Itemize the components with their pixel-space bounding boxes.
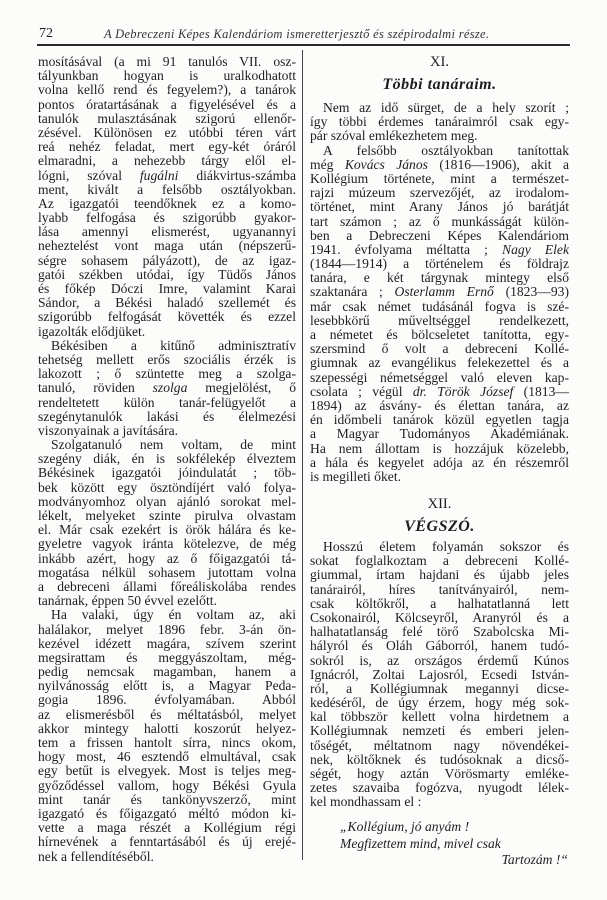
text-line: kal többször kellett volna hirdetnem a — [310, 709, 569, 725]
text-line: Békésiben a kitűnő adminisztratív — [51, 337, 296, 353]
text-line: Sándor, a Békési haladó szellemét és — [38, 295, 296, 311]
text-line: a debreceni állami főreáliskolába rendes — [38, 578, 296, 594]
text-line: vette a maga részét a Kollégium régi — [38, 820, 296, 836]
text-line: egy betűt is elvegyek. Most is teljes meg- — [38, 763, 296, 779]
closing-quote — [340, 819, 568, 869]
text-line: mosításával (a mi 91 tanulós VII. osz- — [38, 54, 296, 69]
text-line: mint tanár és tankönyvszerző, mint — [38, 791, 296, 807]
page-number: 72 — [39, 26, 53, 41]
text-segment: (1823—93) — [493, 284, 569, 300]
section-xii-number: XII. — [427, 496, 452, 512]
text-line: az elismerésből és méltatásból, melyet — [38, 706, 296, 722]
text-line: reá nehéz feladat, mert egy-két óráról — [38, 139, 296, 155]
text-line: Nem az idő sürget, de a hely szorít ; — [323, 100, 569, 115]
column-divider — [302, 50, 303, 860]
text-segment: lógni, szóval — [38, 167, 140, 183]
text-line: ségre sohasem pályázott), de az igaz- — [38, 252, 296, 268]
paragraph — [38, 55, 296, 339]
italic-name: fugálni — [139, 167, 179, 183]
text-line: kedéséről, de úgy érzem, hogy még sok- — [310, 695, 569, 711]
section-xii-body — [310, 540, 569, 810]
text-line: volna kellő rend és fegyelem?), a tanárok — [38, 82, 296, 98]
text-line: igazgató és főigazgató méltó módon ki- — [38, 805, 296, 821]
text-segment: 1941. évfolyama méltatta ; — [310, 241, 503, 257]
italic-name: Kovács János — [344, 156, 428, 172]
text-line: sokról is, az országos érdemű Kúnos — [310, 652, 569, 668]
text-line — [310, 385, 569, 399]
text-line: a németet és bölcseletet tanította, egy- — [310, 327, 569, 342]
text-line: sokat foglalkoztam a debreceni Kollé- — [310, 553, 569, 569]
text-line: a Magyar Tudományos Akadémiának. — [310, 426, 569, 442]
text-line: ment, kivált a felsőbb osztályokban. — [38, 181, 296, 197]
text-segment: megjelölést, ő — [187, 380, 296, 396]
text-line: tőségét, méltatnom nagy növendékei- — [310, 737, 569, 753]
text-line: halhatatlanság felé törő Szabolcska Mi- — [310, 624, 569, 640]
text-line: giummal, írtam hajdani és újabb jeles — [310, 567, 569, 583]
text-line: inkább azért, hogy az ő főigazgatói tá- — [38, 550, 296, 566]
text-line: már csak német tudásánál fogva is szé- — [310, 298, 569, 314]
text-segment: (1816—1906), akit a — [427, 156, 569, 172]
paragraph — [310, 540, 569, 810]
text-line: zetes szavaiba fogózva, nyugodt lélek- — [310, 780, 569, 796]
section-xi-title: Többi tanáraim. — [382, 76, 497, 93]
text-line — [38, 381, 296, 395]
text-line: pontos óratartásának a figyelésével és a — [38, 96, 296, 112]
quote-line: Megfizettem mind, mivel csak — [340, 835, 501, 851]
text-line: Békésinek igazgatói jóindulatát ; töb- — [38, 465, 296, 481]
paragraph — [38, 438, 296, 608]
text-line: szegény diák, én is sokfélekép élveztem — [38, 451, 296, 467]
text-line: rendeltetett külön tanár-felügyelőt a — [38, 394, 296, 410]
text-line: kel mondhassam el : — [310, 794, 422, 810]
text-line: nek a fellendítéséből. — [38, 848, 154, 864]
text-line: nek, költőknek és tudósoknak a dicső- — [310, 751, 569, 767]
text-line: A felsőbb osztályokban tanítottak — [323, 142, 569, 158]
text-segment: diákvirtus-számba — [178, 167, 296, 183]
text-line: elmaradni, a nehezebb tárgy elől el- — [38, 153, 296, 169]
text-line: is megilleti őket. — [310, 468, 401, 484]
italic-name: Osterlamm Ernő — [394, 284, 494, 300]
text-line: tanára, e két tárgynak mintegy első — [310, 270, 569, 286]
text-line: tem a frissen hantolt sírra, nincs okom, — [38, 735, 296, 750]
text-line: csak költőkről, a halhatatlanná lett — [310, 595, 569, 611]
text-line: 1894) az ásvány- és élettan tanára, az — [310, 397, 569, 413]
text-line: lesebbkörű műveltséggel rendelkezett, — [310, 312, 569, 328]
text-line: Kollégium története, mint a természet- — [310, 170, 569, 186]
text-line: történet, mint Arany János jó barátját — [310, 199, 569, 215]
text-line: igazolták elődjüket. — [38, 323, 146, 339]
section-xii-title: VÉGSZÓ. — [404, 518, 475, 535]
text-segment: tanuló, röviden — [38, 380, 153, 396]
text-line: Hosszú életem folyamán sokszor és — [323, 539, 569, 554]
text-line: megsirattam és meggyászoltam, még- — [38, 649, 296, 665]
section-xi-number: XI. — [430, 54, 449, 70]
paragraph — [310, 144, 569, 485]
text-line: gogia 1896. évfolyamában. Abból — [38, 692, 296, 708]
text-line: szepességi németséggel való eleven kap- — [310, 369, 569, 385]
text-line: lakozott ; ő szüntette meg a szolga- — [38, 366, 296, 382]
text-line: akkor mintegy halotti koszorút helyez- — [38, 720, 296, 736]
text-line: Az igazgatói teendőknek ez a komo- — [38, 195, 296, 211]
text-line: Ha nem állottam is hozzájuk közelebb, — [310, 440, 569, 456]
text-segment: csolata ; végül — [310, 383, 413, 399]
text-line: halálakor, melyet 1896 febr. 3-án ön- — [38, 621, 296, 637]
text-line: szegénytanulók lakási és élelmezési — [38, 408, 296, 424]
text-line: bek között egy ösztöndíjért való folya- — [38, 479, 296, 495]
text-line: gyeletre vagyok iránta kötelezve, de még — [38, 536, 296, 552]
text-line — [310, 158, 569, 172]
text-line: hogy most, 46 esztendő elmultával, csak — [38, 749, 296, 765]
text-line — [310, 243, 569, 257]
text-line: hírnevének a fenntartásából és új erejé- — [38, 834, 296, 850]
text-line: (1844—1914) a történelem és földrajz — [310, 256, 569, 272]
text-line: neheztelést vont maga után (népszerű- — [38, 238, 296, 254]
text-line: tanárnak, éppen 50 évvel ezelőtt. — [38, 593, 217, 609]
running-title: A Debreczeni Képes Kalendáriom ismeretterjesztő és szépirodalmi része. — [104, 27, 490, 41]
text-line: szigorúbb felfogását követték és ezzel — [38, 309, 296, 325]
text-line: gatói székben utódai, így Tüdős János — [38, 266, 296, 282]
text-line: ben a Debreczeni Képes Kalendáriom — [310, 227, 569, 243]
italic-name: szolga — [152, 380, 188, 396]
section-xi-body — [310, 101, 569, 484]
text-line: Csokonairól, Kölcseyről, Aranyról és a — [310, 609, 569, 625]
italic-name: Nagy Elek — [502, 241, 569, 257]
text-line: tályunkban hogyan is uralkodhatott — [38, 68, 296, 84]
text-line: giumnak az evangélikus felekezettel és a — [310, 355, 569, 371]
text-line: kezével idézett magára, szívem szerint — [38, 635, 296, 651]
italic-name: dr. Török József — [412, 383, 514, 399]
text-line: és főkép Dóczi Imre, valamint Karai — [38, 281, 296, 296]
text-line: Ha valaki, úgy én voltam az, aki — [51, 607, 296, 623]
text-line: én időmbeli tanárok közül egyetlen tagja — [310, 412, 569, 428]
paragraph — [310, 101, 569, 144]
text-line: lékelt, melyeket szinte pirulva olvastam — [38, 508, 296, 523]
text-line: modványomhoz olyan ajánló sorokat mel- — [38, 493, 296, 509]
text-line: Ignácról, Zoltai Lajosról, Ecsedi István- — [310, 666, 569, 682]
quote-line: „Kollégium, jó anyám ! — [340, 819, 470, 834]
text-line: pár szóval emlékezhetem meg. — [310, 128, 478, 144]
text-line: győződéssel vallom, hogy Békési Gyula — [38, 777, 296, 793]
text-line: tanulók mulasztásának szigorú ellenőr- — [38, 110, 296, 126]
text-line: tart számon ; az ő munkásságát külön- — [310, 213, 569, 229]
text-line: tehetség mellett erős szociális érzék is — [38, 351, 296, 367]
text-line: hályról és Oláh Gáborról, hanem tudó- — [310, 638, 569, 654]
text-line: zésével. Különösen ez utóbbi téren várt — [38, 124, 296, 140]
text-line: viszonyainak a javítására. — [38, 422, 179, 438]
text-line: így többi érdemes tanáraimról csak egy- — [310, 114, 569, 130]
text-line: tanárairól, híres tanítványairól, nem- — [310, 581, 569, 597]
text-line — [38, 169, 296, 183]
paragraph — [38, 608, 296, 863]
text-line: lása amennyi elismerést, ugyanannyi — [38, 224, 296, 240]
text-line: mogatása nélkül sohasem jutottam volna — [38, 564, 296, 580]
paragraph — [38, 339, 296, 438]
text-line: ségét, hogy aztán Vörösmarty emléke- — [310, 766, 569, 781]
text-line: Szolgatanuló nem voltam, de mint — [51, 437, 296, 453]
left-column — [38, 55, 296, 864]
text-line: szersmind ő volt a debreceni Kollé- — [310, 341, 569, 357]
text-line: pedig nemcsak magamban, hanem a — [38, 664, 296, 680]
header-rule — [37, 44, 570, 46]
quote-line: Tartozám !“ — [501, 852, 568, 867]
text-line: ról, a Kollégiumnak megannyi dicse- — [310, 680, 569, 696]
text-line: lyabb felfogása és szigorúbb gyakor- — [38, 210, 296, 226]
text-line: nyilvánosság előtt is, a Magyar Peda- — [38, 678, 296, 694]
text-segment: még — [310, 156, 345, 172]
text-segment: (1813— — [513, 383, 569, 399]
text-line: Kollégiumnak nemzeti és emberi jelen- — [310, 723, 569, 739]
text-line: rajzi múzeum szervezőjét, az irodalom- — [310, 185, 569, 201]
text-line: a hála és kegyelet adója az én részemről — [310, 454, 569, 470]
text-line: el. Már csak ezekért is örök hálára és ke- — [38, 522, 296, 538]
text-segment: szaktanára ; — [310, 284, 395, 300]
text-line — [310, 285, 569, 299]
